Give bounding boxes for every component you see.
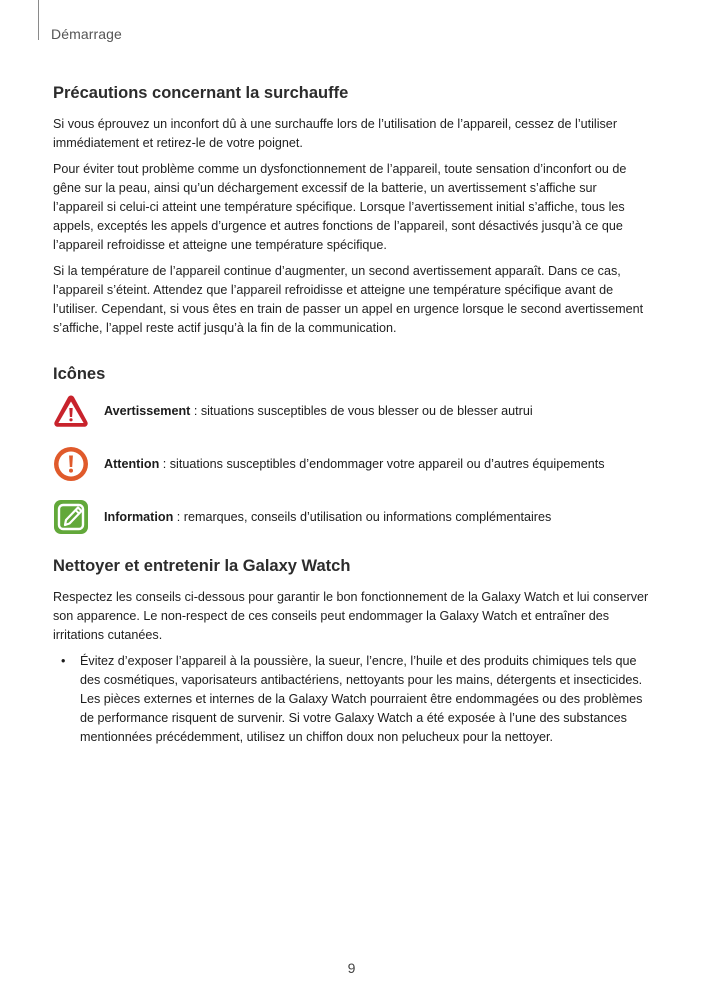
page-content	[53, 82, 649, 747]
information-term: Information	[104, 509, 174, 524]
cleaning-intro: Respectez les conseils ci-dessous pour garantir le bon fonctionnement de la Galaxy Watch et lui conserver son apparence. Le non-respect de ces conseils peut endommager la Galaxy Watch et entraîner des irritations cutanées.	[53, 590, 649, 642]
running-header: Démarrage	[51, 26, 122, 42]
warning-description: : situations susceptibles de vous blesser ou de blesser autrui	[190, 403, 533, 418]
overheat-paragraph-2: Pour éviter tout problème comme un dysfonctionnement de l’appareil, toute sensation d’inconfort ou de gêne sur la peau, ainsi qu’un déchargement excessif de la batterie, un avertissement s’affiche sur l’appareil si celui-ci atteint une température spécifique. Lorsque l’avertissement initial s’affiche, tous les appels, exceptés les appels d’urgence et autres fonctions de l’appareil, sont désactivés jusqu’à ce que l’appareil refroidisse et atteigne une température spécifique.	[53, 162, 627, 252]
overheat-heading: Précautions concernant la surchauffe	[53, 84, 349, 102]
header-rule	[38, 0, 39, 40]
section-spacer	[53, 345, 649, 363]
information-description: : remarques, conseils d’utilisation ou informations complémentaires	[173, 509, 552, 524]
icon-legend-warning	[53, 393, 649, 429]
warning-triangle-icon	[53, 393, 89, 429]
cleaning-bullet-text: Évitez d’exposer l’appareil à la poussière, la sueur, l’encre, l’huile et des produits chimiques tels que des cosmétiques, vaporisateurs antibactériens, nettoyants pour les mains, détergents et insecticides. Les pièces externes et internes de la Galaxy Watch pourraient être endommagées ou des problèmes de performance risquent de survenir. Si votre Galaxy Watch a été exposée à l’une des substances mentionnées précédemment, utilisez un chiffon doux non pelucheux pour la nettoyer.	[80, 654, 643, 744]
page-number: 9	[347, 960, 356, 976]
warning-legend-text	[104, 402, 533, 421]
warning-term: Avertissement	[104, 403, 191, 418]
icon-legend-information	[53, 499, 649, 535]
overheat-paragraph-1: Si vous éprouvez un inconfort dû à une surchauffe lors de l’utilisation de l’appareil, cessez de l’utiliser immédiatement et retirez-le de votre poignet.	[53, 117, 618, 150]
cleaning-bullet-list	[53, 652, 649, 747]
icons-heading: Icônes	[53, 365, 106, 383]
caution-description: : situations susceptibles d’endommager votre appareil ou d’autres équipements	[159, 456, 605, 471]
note-pen-icon	[53, 499, 89, 535]
caution-legend-text	[104, 455, 605, 474]
bullet-marker: •	[61, 654, 66, 668]
caution-term: Attention	[104, 456, 160, 471]
caution-exclamation-icon	[53, 446, 89, 482]
information-legend-text	[104, 508, 551, 527]
icon-legend-caution	[53, 446, 649, 482]
cleaning-heading: Nettoyer et entretenir la Galaxy Watch	[53, 557, 351, 575]
overheat-paragraph-3: Si la température de l’appareil continue d’augmenter, un second avertissement apparaît. Dans ce cas, l’appareil s’éteint. Attendez que l’appareil refroidisse et atteigne une température spécifique avant de l’utiliser. Cependant, si vous êtes en train de passer un appel en urgence lorsque le second avertissement s’affiche, l’appel reste actif jusqu’à la fin de la communication.	[53, 264, 644, 335]
list-item	[53, 652, 649, 747]
